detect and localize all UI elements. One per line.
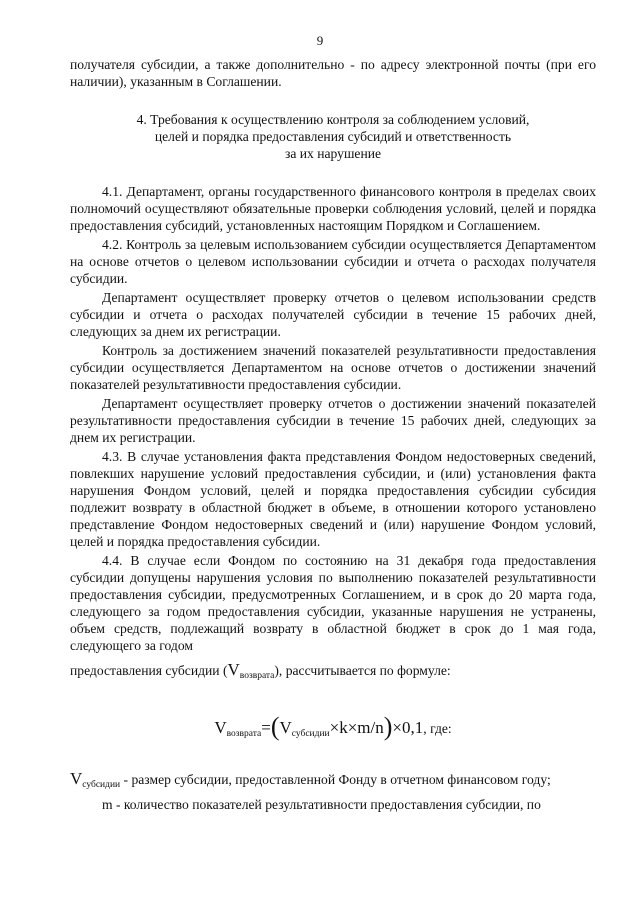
- formula-close-paren: ): [383, 712, 393, 741]
- paragraph-4-1: 4.1. Департамент, органы государственного финансового контроля в пределах своих полномочий осуществляют обязательные проверки соблюдения условий, целей и порядка предоставления субсидий, установленных настоящим Порядком и Соглашением.: [70, 184, 596, 233]
- definition-v-subsidy-text: - размер субсидии, предоставленной Фонду в отчетном финансовом году;: [120, 772, 551, 787]
- paragraph-4-4-ending: [70, 658, 596, 688]
- ending-text-before: предоставления субсидии (: [70, 663, 228, 678]
- paragraph-4-3: 4.3. В случае установления факта представления Фондом недостоверных сведений, повлекших нарушение условий предоставления субсидии, и (или) установления факта нарушения Фондом условий, целей и порядка предоставления субсидии субсидия подлежит возврату в областной бюджет в объеме, в отношении которого установлено представление Фондом недостоверных сведений и (или) нарушение Фондом условий, целей и порядка предоставления субсидии.: [70, 449, 596, 549]
- definition-v-symbol: V: [70, 769, 83, 788]
- definition-v-subsidy: [70, 770, 596, 794]
- paragraph-4-2: 4.2. Контроль за целевым использованием субсидии осуществляется Департаментом на основе отчетов о целевом использовании субсидии и отчета о расходах получателя субсидии.: [70, 237, 596, 286]
- document-body: [70, 56, 596, 813]
- formula-equals: =: [261, 718, 271, 737]
- v-return-subscript-inline: возврата: [239, 671, 275, 681]
- section-heading: [70, 111, 596, 162]
- formula-tail: ×0,1: [392, 718, 424, 737]
- formula-v-symbol: V: [214, 718, 227, 737]
- formula-return-subscript: возврата: [226, 729, 262, 739]
- section-heading-line-1: 4. Требования к осуществлению контроля за соблюдением условий,: [136, 112, 530, 127]
- formula-open-paren: (: [270, 712, 280, 741]
- formula-subsidy-v: V: [279, 718, 292, 737]
- paragraph-4-2-performance-control: Контроль за достижением значений показателей результативности предоставления субсидии осуществляется Департаментом на основе отчетов о достижении значений показателей результативности предоставления субсидии.: [70, 343, 596, 392]
- intro-paragraph: получателя субсидии, а также дополнительно - по адресу электронной почты (при его наличии), указанным в Соглашении.: [70, 57, 596, 89]
- ending-text-after: ), рассчитывается по формуле:: [274, 663, 451, 678]
- paragraph-4-2-performance-check: Департамент осуществляет проверку отчетов о достижении значений показателей результативности предоставления субсидии в течение 15 рабочих дней, следующих за днем их регистрации.: [70, 396, 596, 445]
- paragraph-4-4: 4.4. В случае если Фондом по состоянию на 31 декабря года предоставления субсидии допущены нарушения условия по выполнению показателей результативности предоставления субсидии, предусмотренных Соглашением, и в срок до 20 марта года, следующего за годом предоставления субсидии, указанные нарушения не устранены, объем средств, подлежащий возврату в областной бюджет в срок до 1 мая года, следующего за годом: [70, 553, 596, 653]
- formula-middle: ×k×m/n: [329, 718, 384, 737]
- v-symbol-inline: V: [227, 660, 240, 679]
- paragraph-4-2-report-check: Департамент осуществляет проверку отчетов о целевом использовании средств субсидии и отчета о расходах получателей субсидии в течение 15 рабочих дней, следующих за днем их регистрации.: [70, 290, 596, 339]
- definition-m: m - количество показателей результативности предоставления субсидии, по: [102, 797, 541, 812]
- definition-subsidy-subscript: субсидии: [82, 780, 121, 790]
- section-heading-line-3: за их нарушение: [284, 146, 382, 161]
- page-number: 9: [316, 33, 324, 48]
- return-formula: [70, 710, 596, 744]
- section-heading-line-2: целей и порядка предоставления субсидий и ответственность: [154, 129, 512, 144]
- formula-where: , где:: [423, 721, 452, 736]
- formula-subsidy-subscript: субсидии: [291, 729, 330, 739]
